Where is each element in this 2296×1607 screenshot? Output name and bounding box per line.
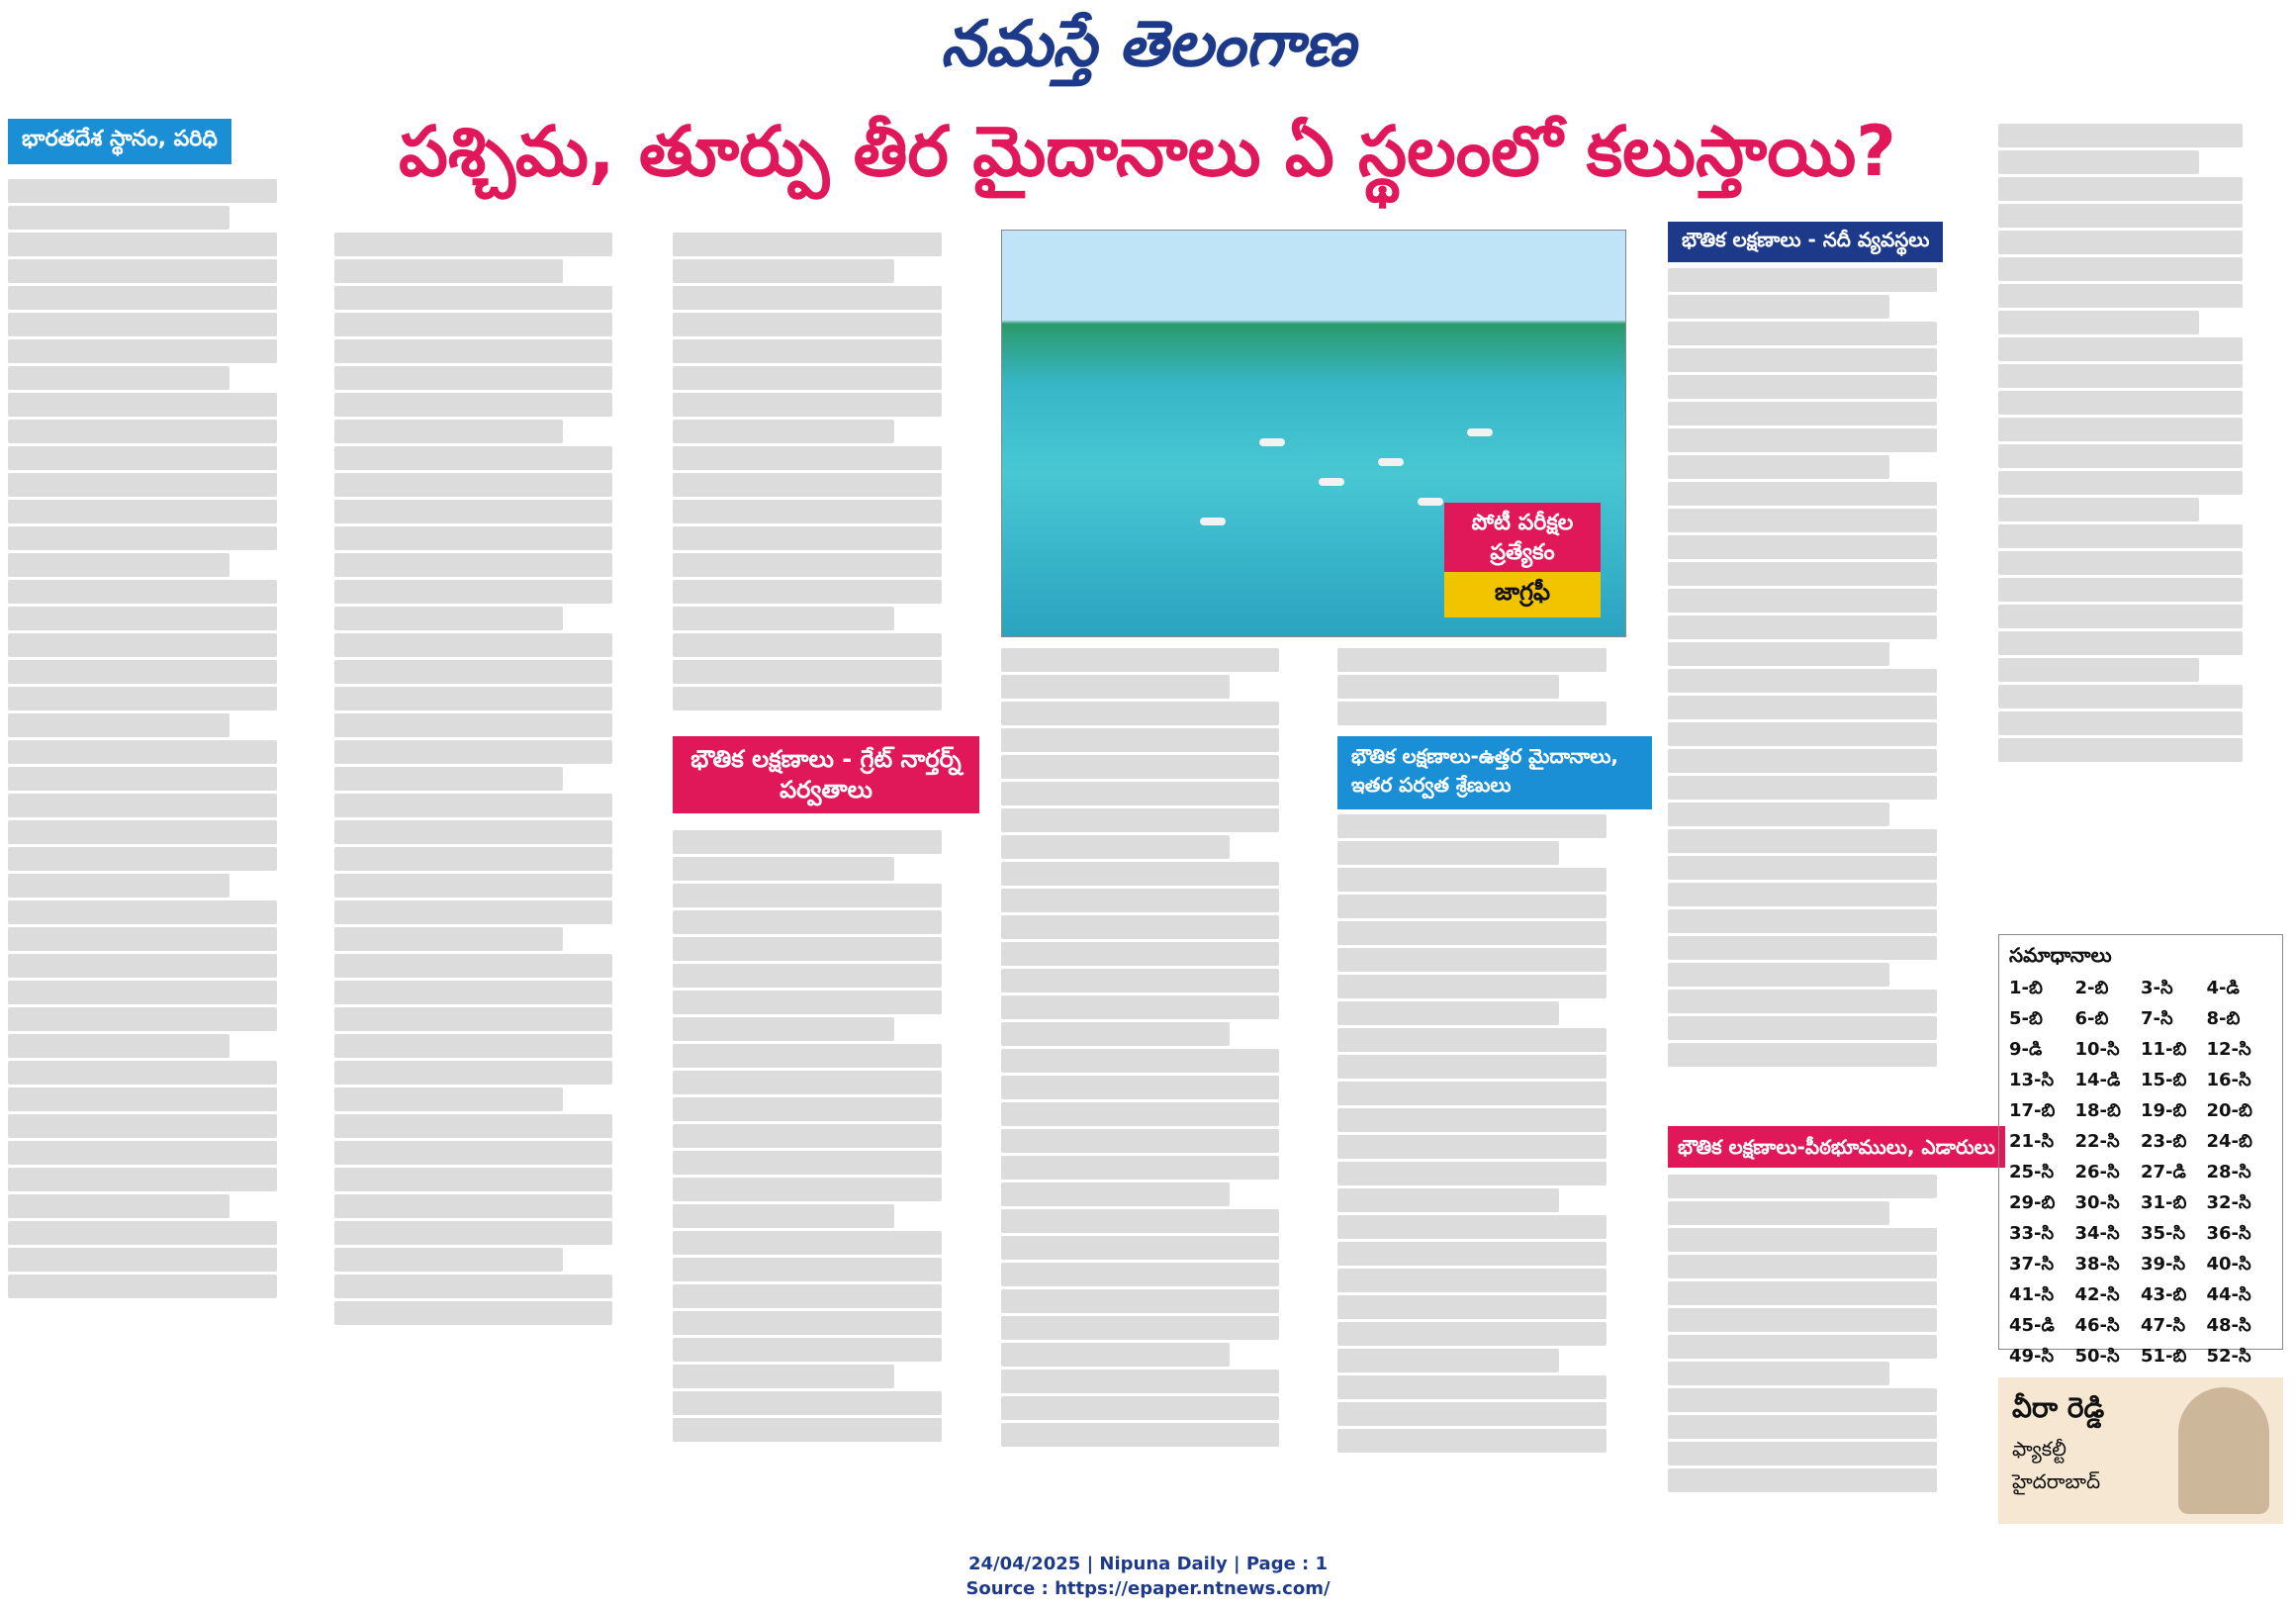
answer-item: 33-సి [2009,1223,2055,1244]
answer-item: 47-సి [2141,1315,2186,1336]
answer-item: 38-సి [2074,1254,2120,1275]
footer [0,1552,2296,1601]
question-column [1337,811,1654,1456]
answer-item: 36-సి [2206,1223,2251,1244]
question-column [673,230,989,713]
answer-item: 37-సి [2009,1254,2055,1275]
answer-key [1998,934,2283,1367]
answer-item: 3-సి [2141,978,2173,998]
footer-line: 24/04/2025 | Nipuna Daily | Page : 1 [967,1554,1329,1574]
answer-item: 41-సి [2009,1284,2055,1305]
section-label: భౌతిక లక్షణాలు - నదీ వ్యవస్థలు [1668,222,1943,262]
answer-item: 34-సి [2074,1223,2120,1244]
answer-item: 6-బి [2074,1008,2109,1029]
answer-item: 39-సి [2141,1254,2186,1275]
answer-item: 50-సి [2074,1346,2120,1367]
author-place: హైదరాబాద్ [2012,1469,2101,1493]
answer-item: 10-సి [2074,1039,2120,1060]
question-column [1337,645,1654,728]
question-column [1668,265,1984,1070]
question-column [8,176,324,1301]
answer-key-title: సమాధానాలు [2009,943,2112,967]
photo-tag: పోటీ పరీక్షల ప్రత్యేకం [1444,503,1601,573]
answer-item: 35-సి [2141,1223,2186,1244]
answer-item: 4-డి [2206,978,2240,998]
headline: పశ్చిమ, తూర్పు తీర మైదానాలు ఏ స్థలంలో కలుస్తాయి? [399,111,1896,192]
answer-item: 23-బి [2141,1131,2187,1152]
answer-item: 32-సి [2206,1192,2251,1213]
footer-source: Source : https://epaper.ntnews.com/ [965,1578,1331,1600]
question-column [334,230,661,1328]
answer-item: 48-సి [2206,1315,2251,1336]
answer-item: 27-డి [2141,1162,2186,1182]
answer-item: 28-సి [2206,1162,2251,1182]
answer-item: 25-సి [2009,1162,2055,1182]
answer-item: 19-బి [2141,1100,2187,1121]
masthead: నమస్తే తెలంగాణ [940,8,1356,81]
answer-item: 45-డి [2009,1315,2055,1336]
question-column [1668,1172,1984,1495]
answer-item: 44-సి [2206,1284,2251,1305]
answer-item: 30-సి [2074,1192,2120,1213]
answer-item: 1-బి [2009,978,2043,998]
answer-item: 31-బి [2141,1192,2187,1213]
section-label: భౌతిక లక్షణాలు-పీఠభూములు, ఎడారులు [1668,1126,2005,1168]
answer-item: 18-బి [2074,1100,2121,1121]
section-label: భౌతిక లక్షణాలు - గ్రేట్ నార్తర్న్ పర్వతాలు [673,736,979,813]
answer-item: 24-బి [2206,1131,2252,1152]
answer-item: 5-బి [2009,1008,2043,1029]
author-name: వీరా రెడ్డి [2012,1391,2105,1424]
answer-item: 20-బి [2206,1100,2252,1121]
author-role: ఫ్యాకల్టీ [2012,1437,2066,1461]
answer-item: 13-సి [2009,1070,2055,1090]
answer-item: 49-సి [2009,1346,2055,1367]
answer-item: 9-డి [2009,1039,2043,1060]
answer-item: 40-సి [2206,1254,2251,1275]
answer-item: 52-సి [2206,1346,2251,1367]
answer-item: 15-బి [2141,1070,2187,1090]
author-photo [2178,1387,2269,1514]
answer-item: 11-బి [2141,1039,2187,1060]
answer-item: 29-బి [2009,1192,2056,1213]
photo-subject: జాగ్రఫీ [1444,572,1601,617]
section-label: భారతదేశ స్థానం, పరిధి [8,119,231,164]
answer-item: 43-బి [2141,1284,2187,1305]
answer-item: 42-సి [2074,1284,2120,1305]
answer-item: 26-సి [2074,1162,2120,1182]
answer-grid [2009,978,2272,1401]
answer-item: 12-సి [2206,1039,2251,1060]
question-column [1998,121,2285,765]
answer-item: 2-బి [2074,978,2109,998]
answer-item: 46-సి [2074,1315,2120,1336]
answer-item: 14-డి [2074,1070,2121,1090]
answer-item: 51-బి [2141,1346,2187,1367]
answer-item: 7-సి [2141,1008,2173,1029]
question-column [1001,645,1328,1450]
author-card [1998,1377,2283,1524]
answer-item: 22-సి [2074,1131,2120,1152]
answer-item: 8-బి [2206,1008,2241,1029]
question-column [673,827,989,1445]
section-label: భౌతిక లక్షణాలు-ఉత్తర మైదానాలు, ఇతర పర్వత శ్రేణులు [1337,736,1652,809]
answer-item: 17-బి [2009,1100,2056,1121]
answer-item: 16-సి [2206,1070,2251,1090]
answer-item: 21-సి [2009,1131,2055,1152]
